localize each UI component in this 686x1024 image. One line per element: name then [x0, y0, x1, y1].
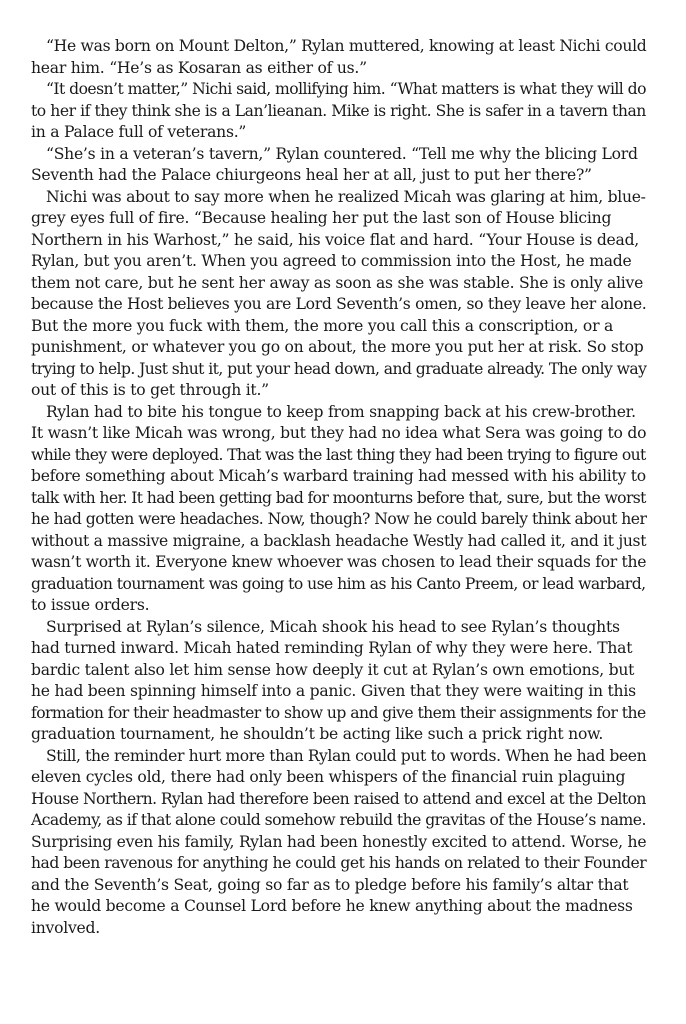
text-line: Surprised at Rylan’s silence, Micah shook his head to see Rylan’s thoughts — [46, 617, 620, 636]
text-line: Surprising even his family, Rylan had been honestly excited to attend. Worse, he — [31, 832, 647, 851]
text-line: hear him. “He’s as Kosaran as either of us.” — [31, 58, 367, 77]
text-line: he had been spinning himself into a panic. Given that they were waiting in this — [31, 682, 636, 700]
text-line: and the Seventh’s Seat, going so far as to pledge before his family’s altar that — [31, 875, 629, 894]
text-line: But the more you fuck with them, the more you call this a conscription, or a — [31, 316, 614, 335]
text-line: eleven cycles old, there had only been whispers of the financial ruin plaguing — [31, 768, 626, 786]
text-line: had been ravenous for anything he could get his hands on related to their Founder — [31, 854, 647, 872]
text-line: to her if they think she is a Lan’lieanan. Mike is right. She is safer in a tavern than — [31, 101, 646, 120]
text-line: he had gotten were headaches. Now, though? Now he could barely think about her — [31, 510, 647, 528]
text-line: Rylan, but you aren’t. When you agreed to commission into the Host, he made — [31, 252, 632, 270]
text-line: punishment, or whatever you go on about, the more you put her at risk. So stop — [31, 338, 644, 356]
text-line: graduation tournament, he shouldn’t be acting like such a prick right now. — [31, 725, 604, 743]
text-line: without a massive migraine, a backlash headache Westly had called it, and it just — [31, 531, 647, 550]
text-line: “He was born on Mount Delton,” Rylan muttered, knowing at least Nichi could — [46, 37, 647, 55]
text-line: bardic talent also let him sense how deeply it cut at Rylan’s own emotions, but — [31, 660, 635, 679]
text-line: to issue orders. — [31, 596, 150, 614]
text-line: in a Palace full of veterans.” — [31, 123, 247, 141]
text-line: graduation tournament was going to use him as his Canto Preem, or lead warbard, — [31, 574, 646, 593]
text-line: “She’s in a veteran’s tavern,” Rylan countered. “Tell me why the blicing Lord — [46, 144, 638, 163]
text-line: House Northern. Rylan had therefore been raised to attend and excel at the Delton — [31, 789, 646, 808]
text-line: while they were deployed. That was the last thing they had been trying to figure out — [31, 445, 646, 464]
text-line: he would become a Counsel Lord before he knew anything about the madness — [31, 897, 633, 915]
text-line: had turned inward. Micah hated reminding Rylan of why they were here. That — [31, 639, 633, 657]
text-line: because the Host believes you are Lord Seventh’s omen, so they leave her alone. — [31, 295, 647, 313]
text-line: grey eyes full of fire. “Because healing her put the last son of House blicing — [31, 209, 612, 227]
text-line: involved. — [31, 918, 100, 937]
text-line: them not care, but he sent her away as soon as she was stable. She is only alive — [31, 273, 644, 292]
text-line: It wasn’t like Micah was wrong, but they had no idea what Sera was going to do — [31, 424, 647, 442]
text-line: Northern in his Warhost,” he said, his voice flat and hard. “Your House is dead, — [31, 230, 640, 249]
text-line: Seventh had the Palace chiurgeons heal her at all, just to put her there?” — [31, 166, 592, 184]
text-line: “It doesn’t matter,” Nichi said, mollifying him. “What matters is what they will do — [46, 80, 646, 98]
text-line: Nichi was about to say more when he realized Micah was glaring at him, blue- — [46, 187, 646, 206]
text-line: Academy, as if that alone could somehow rebuild the gravitas of the House’s name. — [31, 811, 646, 829]
text-line: Still, the reminder hurt more than Rylan could put to words. When he had been — [46, 746, 647, 765]
text-line: Rylan had to bite his tongue to keep from snapping back at his crew-brother. — [46, 402, 636, 421]
text-line: formation for their headmaster to show up and give them their assignments for the — [31, 703, 646, 722]
text-line: trying to help. Just shut it, put your head down, and graduate already. The only way — [31, 359, 647, 378]
text-line: out of this is to get through it.” — [31, 381, 269, 399]
text-line: before something about Micah’s warbard training had messed with his ability to — [31, 467, 646, 485]
text-line: wasn’t worth it. Everyone knew whoever was chosen to lead their squads for the — [31, 553, 647, 571]
text-line: talk with her. It had been getting bad for moonturns before that, sure, but the worst — [31, 488, 646, 507]
